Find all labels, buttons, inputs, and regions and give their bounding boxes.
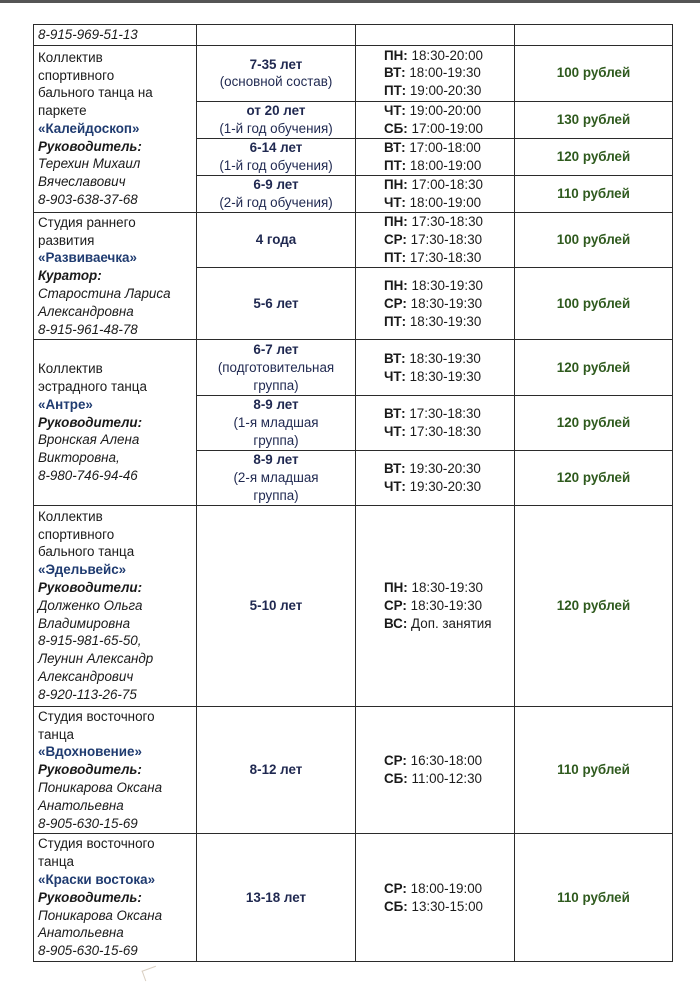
role-label: Руководители:	[38, 580, 143, 596]
schedule-cell: ПН: 18:30-19:30 СР: 18:30-19:30 ВС: Доп. занятия	[356, 505, 515, 706]
scan-smudge	[142, 966, 160, 981]
contact-cell	[34, 25, 197, 46]
table-row	[34, 340, 673, 396]
price-cell: 100 рублей	[515, 45, 673, 101]
age-cell: 4 года	[197, 212, 356, 267]
price-cell: 120 рублей	[515, 340, 673, 396]
age-cell: 5-10 лет	[197, 505, 356, 706]
age-cell: 8-12 лет	[197, 706, 356, 834]
schedule-cell: ЧТ: 19:00-20:00 СБ: 17:00-19:00	[356, 101, 515, 138]
group-info-cell: Коллектив эстрадного танца «Антре» Руководители: Вронская Алена Викторовна, 8-980-746-94-46	[34, 340, 197, 505]
schedule-cell: ВТ: 17:30-18:30 ЧТ: 17:30-18:30	[356, 396, 515, 450]
price-cell: 120 рублей	[515, 138, 673, 175]
schedule-cell: ПН: 17:00-18:30 ЧТ: 18:00-19:00	[356, 175, 515, 212]
group-title: «Краски востока»	[38, 871, 156, 887]
age-cell: 6-14 лет (1-й год обучения)	[197, 138, 356, 175]
schedule-cell: СР: 18:00-19:00 СБ: 13:30-15:00	[356, 834, 515, 962]
group-title: «Развиваечка»	[38, 250, 137, 266]
age-cell: 6-7 лет (подготовительная группа)	[197, 340, 356, 396]
schedule-cell: ВТ: 19:30-20:30 ЧТ: 19:30-20:30	[356, 450, 515, 505]
group-title: «Калейдоскоп»	[38, 120, 140, 136]
group-title: «Вдохновение»	[38, 744, 142, 760]
schedule-cell: ПН: 18:30-19:30 СР: 18:30-19:30 ПТ: 18:30-19:30	[356, 268, 515, 340]
schedule-table	[33, 24, 673, 962]
contact-phone: 8-915-981-65-50,	[38, 633, 142, 649]
table-row	[34, 706, 673, 834]
group-info-cell: Студия восточного танца «Вдохновение» Руководитель: Поникарова Оксана Анатольевна 8-905-630-15-69	[34, 706, 197, 834]
schedule-cell: ВТ: 18:30-19:30 ЧТ: 18:30-19:30	[356, 340, 515, 396]
table-row	[34, 834, 673, 962]
price-cell: 120 рублей	[515, 396, 673, 450]
page-top-edge	[0, 0, 700, 3]
age-cell: 7-35 лет (основной состав)	[197, 45, 356, 101]
table-row	[34, 45, 673, 101]
price-cell: 100 рублей	[515, 212, 673, 267]
age-cell: 6-9 лет (2-й год обучения)	[197, 175, 356, 212]
price-cell: 110 рублей	[515, 175, 673, 212]
role-label: Руководитель:	[38, 138, 142, 154]
role-label: Руководители:	[38, 414, 143, 430]
group-title: «Эдельвейс»	[38, 562, 127, 578]
group-info-cell: Студия раннего развития «Развиваечка» Куратор: Старостина Лариса Александровна 8-915-961-48-78	[34, 212, 197, 340]
price-cell: 120 рублей	[515, 450, 673, 505]
age-cell: 13-18 лет	[197, 834, 356, 962]
price-cell: 130 рублей	[515, 101, 673, 138]
group-info-cell: Коллектив спортивного бального танца «Эдельвейс» Руководители: Долженко Ольга Владимировна 8-915-981-65-50, Леунин Александр Александрович 8-920-113-26-75	[34, 505, 197, 706]
group-title: «Антре»	[38, 396, 93, 412]
price-cell: 100 рублей	[515, 268, 673, 340]
table-row	[34, 25, 673, 46]
age-cell: 8-9 лет (1-я младшая группа)	[197, 396, 356, 450]
group-info-cell: Студия восточного танца «Краски востока» Руководитель: Поникарова Оксана Анатольевна 8-905-630-15-69	[34, 834, 197, 962]
price-cell: 120 рублей	[515, 505, 673, 706]
table-row	[34, 505, 673, 706]
contact-phone: 8-905-630-15-69	[38, 815, 138, 831]
role-label: Куратор:	[38, 268, 102, 284]
schedule-cell: ПН: 17:30-18:30 СР: 17:30-18:30 ПТ: 17:30-18:30	[356, 212, 515, 267]
contact-phone: 8-903-638-37-68	[38, 192, 138, 208]
age-cell: от 20 лет (1-й год обучения)	[197, 101, 356, 138]
contact-phone: 8-980-746-94-46	[38, 468, 138, 484]
schedule-cell: ПН: 18:30-20:00 ВТ: 18:00-19:30 ПТ: 19:00-20:30	[356, 45, 515, 101]
table-row	[34, 212, 673, 267]
group-info-cell: Коллектив спортивного бального танца на паркете «Калейдоскоп» Руководитель: Терехин Михаил Вячеславович 8-903-638-37-68	[34, 45, 197, 212]
contact-phone: 8-915-969-51-13	[38, 27, 138, 42]
price-cell: 110 рублей	[515, 834, 673, 962]
price-cell: 110 рублей	[515, 706, 673, 834]
age-cell: 5-6 лет	[197, 268, 356, 340]
schedule-cell: СР: 16:30-18:00 СБ: 11:00-12:30	[356, 706, 515, 834]
contact-phone: 8-915-961-48-78	[38, 321, 138, 337]
schedule-cell: ВТ: 17:00-18:00 ПТ: 18:00-19:00	[356, 138, 515, 175]
contact-phone: 8-905-630-15-69	[38, 943, 138, 959]
contact-phone: 8-920-113-26-75	[38, 686, 137, 702]
role-label: Руководитель:	[38, 889, 142, 905]
role-label: Руководитель:	[38, 762, 142, 778]
age-cell: 8-9 лет (2-я младшая группа)	[197, 450, 356, 505]
